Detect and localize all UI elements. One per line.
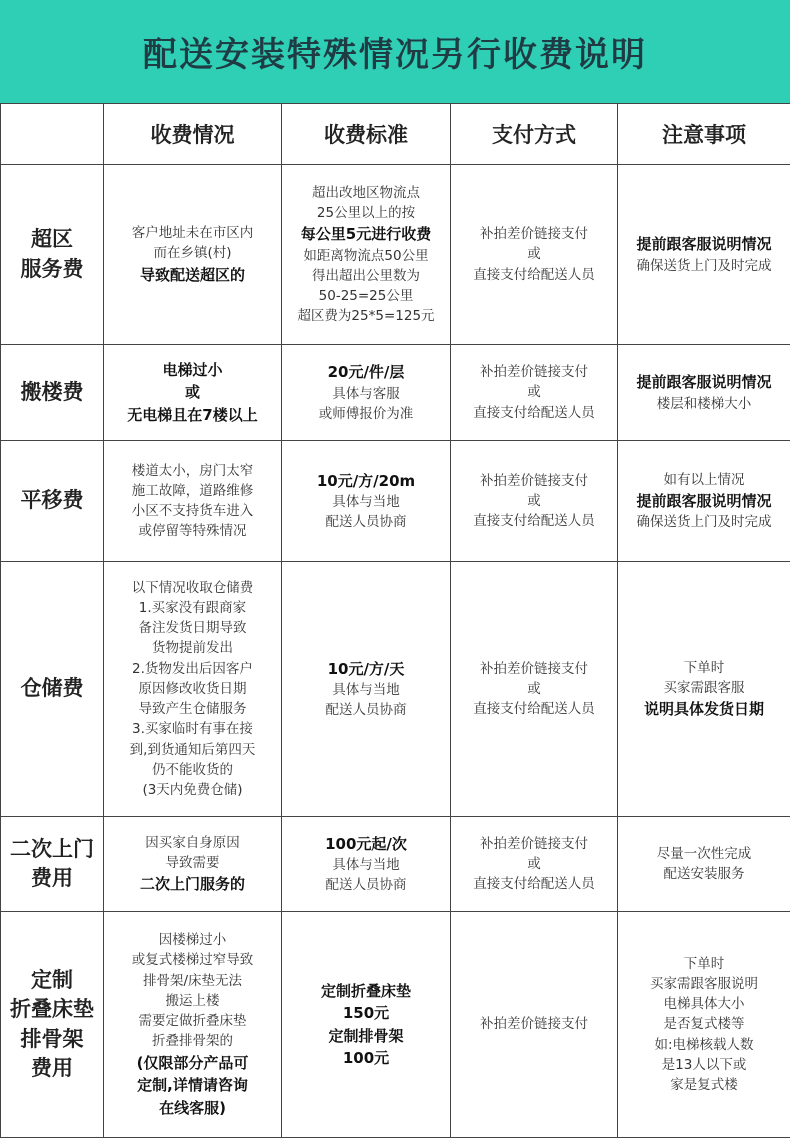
situation-cell-line: 仍不能收货的 (108, 760, 277, 780)
fee-name-cell-line: 二次上门 (5, 835, 99, 864)
fee-name-cell-line: 定制 (5, 966, 99, 995)
notes-cell-line: 配送安装服务 (622, 864, 786, 884)
notes-cell-line: 是否复式楼等 (622, 1014, 786, 1034)
standard-cell-line: 定制排骨架 (286, 1025, 446, 1048)
payment-cell-line: 直接支付给配送人员 (455, 699, 613, 719)
fee-name-cell (1, 165, 104, 345)
standard-cell-line: 如距离物流点50公里 (286, 246, 446, 266)
standard-cell-line: 得出超出公里数为 (286, 266, 446, 286)
notes-cell (618, 441, 790, 562)
situation-cell-line: 或停留等特殊情况 (108, 521, 277, 541)
notes-cell (618, 165, 790, 345)
situation-cell-line: 楼道太小，房门太窄 (108, 461, 277, 481)
situation-cell-line: 原因修改收货日期 (108, 679, 277, 699)
payment-cell-line: 或 (455, 679, 613, 699)
notes-cell-line: 尽量一次性完成 (622, 844, 786, 864)
situation-cell-line: 客户地址未在市区内 (108, 223, 277, 243)
situation-cell (104, 912, 282, 1138)
standard-cell-line: 100元 (286, 1047, 446, 1070)
standard-cell-line: 配送人员协商 (286, 875, 446, 895)
situation-cell-line: 以下情况收取仓储费 (108, 578, 277, 598)
payment-cell-line: 补拍差价链接支付 (455, 1014, 613, 1034)
payment-cell-line: 补拍差价链接支付 (455, 224, 613, 244)
situation-cell-line: 排骨架/床垫无法 (108, 971, 277, 991)
page-title: 配送安装特殊情况另行收费说明 (143, 27, 647, 76)
table-row (1, 912, 790, 1138)
notes-cell (618, 562, 790, 817)
notes-cell-line: 如:电梯核载人数 (622, 1035, 786, 1055)
situation-cell (104, 562, 282, 817)
table-row (1, 817, 790, 912)
notes-cell (618, 912, 790, 1138)
fee-name-cell-line: 超区 (5, 225, 99, 254)
standard-cell-line: 配送人员协商 (286, 700, 446, 720)
fee-name-cell-line: 费用 (5, 1054, 99, 1083)
standard-cell-line: 具体与当地 (286, 492, 446, 512)
standard-cell-line: 具体与当地 (286, 855, 446, 875)
payment-cell-line: 补拍差价链接支付 (455, 659, 613, 679)
notes-cell (618, 345, 790, 441)
situation-cell-line: 施工故障，道路维修 (108, 481, 277, 501)
standard-cell-line: 100元起/次 (286, 833, 446, 856)
notes-cell-line: 提前跟客服说明情况 (622, 490, 786, 513)
payment-cell-line: 或 (455, 382, 613, 402)
fee-name-cell-line: 排骨架 (5, 1025, 99, 1054)
notes-cell-line: 下单时 (622, 658, 786, 678)
standard-cell-line: 每公里5元进行收费 (286, 223, 446, 246)
situation-cell-line: 需要定做折叠床垫 (108, 1011, 277, 1031)
payment-cell (451, 912, 618, 1138)
payment-cell-line: 直接支付给配送人员 (455, 265, 613, 285)
notes-cell-line: 如有以上情况 (622, 470, 786, 490)
situation-cell-line: 折叠排骨架的 (108, 1031, 277, 1051)
standard-cell-line: 10元/方/天 (286, 658, 446, 681)
situation-cell-line: 导致产生仓储服务 (108, 699, 277, 719)
fee-table (0, 103, 790, 1138)
fee-name-cell (1, 562, 104, 817)
fee-name-cell (1, 345, 104, 441)
header-cell-blank (1, 104, 104, 165)
standard-cell-line: 10元/方/20m (286, 470, 446, 493)
fee-name-cell-line: 折叠床垫 (5, 995, 99, 1024)
notes-cell-line: 家是复式楼 (622, 1075, 786, 1095)
payment-cell-line: 补拍差价链接支付 (455, 834, 613, 854)
fee-name-cell-line: 费用 (5, 864, 99, 893)
header-cell-notes: 注意事项 (618, 104, 790, 165)
standard-cell (282, 441, 451, 562)
standard-cell (282, 165, 451, 345)
situation-cell-line: 导致配送超区的 (108, 264, 277, 287)
situation-cell-line: 而在乡镇(村) (108, 243, 277, 263)
header-cell-situation: 收费情况 (104, 104, 282, 165)
situation-cell-line: 货物提前发出 (108, 638, 277, 658)
table-row (1, 165, 790, 345)
payment-cell (451, 165, 618, 345)
payment-cell-line: 或 (455, 244, 613, 264)
payment-cell-line: 或 (455, 854, 613, 874)
situation-cell (104, 441, 282, 562)
payment-cell-line: 直接支付给配送人员 (455, 874, 613, 894)
notes-cell-line: 楼层和楼梯大小 (622, 394, 786, 414)
standard-cell-line: 具体与客服 (286, 384, 446, 404)
table-row (1, 562, 790, 817)
payment-cell (451, 441, 618, 562)
notes-cell-line: 确保送货上门及时完成 (622, 256, 786, 276)
standard-cell-line: 定制折叠床垫 (286, 980, 446, 1003)
header-row (1, 104, 790, 165)
payment-cell-line: 补拍差价链接支付 (455, 362, 613, 382)
payment-cell-line: 直接支付给配送人员 (455, 511, 613, 531)
notes-cell-line: 提前跟客服说明情况 (622, 371, 786, 394)
notes-cell-line: 确保送货上门及时完成 (622, 512, 786, 532)
notes-cell-line: 买家需跟客服 (622, 678, 786, 698)
notes-cell-line: 电梯具体大小 (622, 994, 786, 1014)
situation-cell-line: 因买家自身原因 (108, 833, 277, 853)
fee-name-cell-line: 平移费 (5, 486, 99, 515)
payment-cell (451, 345, 618, 441)
standard-cell (282, 562, 451, 817)
notes-cell-line: 买家需跟客服说明 (622, 974, 786, 994)
situation-cell (104, 817, 282, 912)
payment-cell (451, 562, 618, 817)
standard-cell-line: 超出改地区物流点 (286, 183, 446, 203)
payment-cell-line: 补拍差价链接支付 (455, 471, 613, 491)
header-cell-standard: 收费标准 (282, 104, 451, 165)
standard-cell-line: 20元/件/层 (286, 361, 446, 384)
standard-cell-line: 150元 (286, 1002, 446, 1025)
situation-cell-line: 或复式楼梯过窄导致 (108, 950, 277, 970)
situation-cell-line: (3天内免费仓储) (108, 780, 277, 800)
standard-cell-line: 配送人员协商 (286, 512, 446, 532)
payment-cell-line: 或 (455, 491, 613, 511)
situation-cell-line: (仅限部分产品可 (108, 1052, 277, 1075)
situation-cell-line: 搬运上楼 (108, 991, 277, 1011)
situation-cell-line: 因楼梯过小 (108, 930, 277, 950)
situation-cell-line: 2.货物发出后因客户 (108, 659, 277, 679)
fee-name-cell-line: 仓储费 (5, 674, 99, 703)
payment-cell (451, 817, 618, 912)
fee-name-cell (1, 441, 104, 562)
situation-cell-line: 1.买家没有跟商家 (108, 598, 277, 618)
standard-cell (282, 345, 451, 441)
standard-cell-line: 具体与当地 (286, 680, 446, 700)
payment-cell-line: 直接支付给配送人员 (455, 403, 613, 423)
standard-cell-line: 25公里以上的按 (286, 203, 446, 223)
standard-cell (282, 817, 451, 912)
situation-cell-line: 无电梯且在7楼以上 (108, 404, 277, 427)
title-banner (0, 0, 790, 103)
situation-cell (104, 165, 282, 345)
notes-cell-line: 是13人以下或 (622, 1055, 786, 1075)
situation-cell-line: 导致需要 (108, 853, 277, 873)
notes-cell-line: 说明具体发货日期 (622, 698, 786, 721)
situation-cell-line: 定制,详情请咨询 (108, 1074, 277, 1097)
table-row (1, 441, 790, 562)
situation-cell-line: 二次上门服务的 (108, 873, 277, 896)
standard-cell-line: 超区费为25*5=125元 (286, 306, 446, 326)
fee-name-cell-line: 服务费 (5, 255, 99, 284)
notes-cell-line: 下单时 (622, 954, 786, 974)
standard-cell (282, 912, 451, 1138)
standard-cell-line: 或师傅报价为准 (286, 404, 446, 424)
situation-cell-line: 到,到货通知后第四天 (108, 740, 277, 760)
situation-cell (104, 345, 282, 441)
fee-name-cell-line: 搬楼费 (5, 378, 99, 407)
situation-cell-line: 3.买家临时有事在接 (108, 719, 277, 739)
header-cell-payment: 支付方式 (451, 104, 618, 165)
notes-cell-line: 提前跟客服说明情况 (622, 233, 786, 256)
situation-cell-line: 小区不支持货车进入 (108, 501, 277, 521)
fee-name-cell (1, 912, 104, 1138)
fee-name-cell (1, 817, 104, 912)
situation-cell-line: 备注发货日期导致 (108, 618, 277, 638)
notes-cell (618, 817, 790, 912)
situation-cell-line: 电梯过小 (108, 359, 277, 382)
situation-cell-line: 在线客服) (108, 1097, 277, 1120)
standard-cell-line: 50-25=25公里 (286, 286, 446, 306)
table-row (1, 345, 790, 441)
situation-cell-line: 或 (108, 381, 277, 404)
